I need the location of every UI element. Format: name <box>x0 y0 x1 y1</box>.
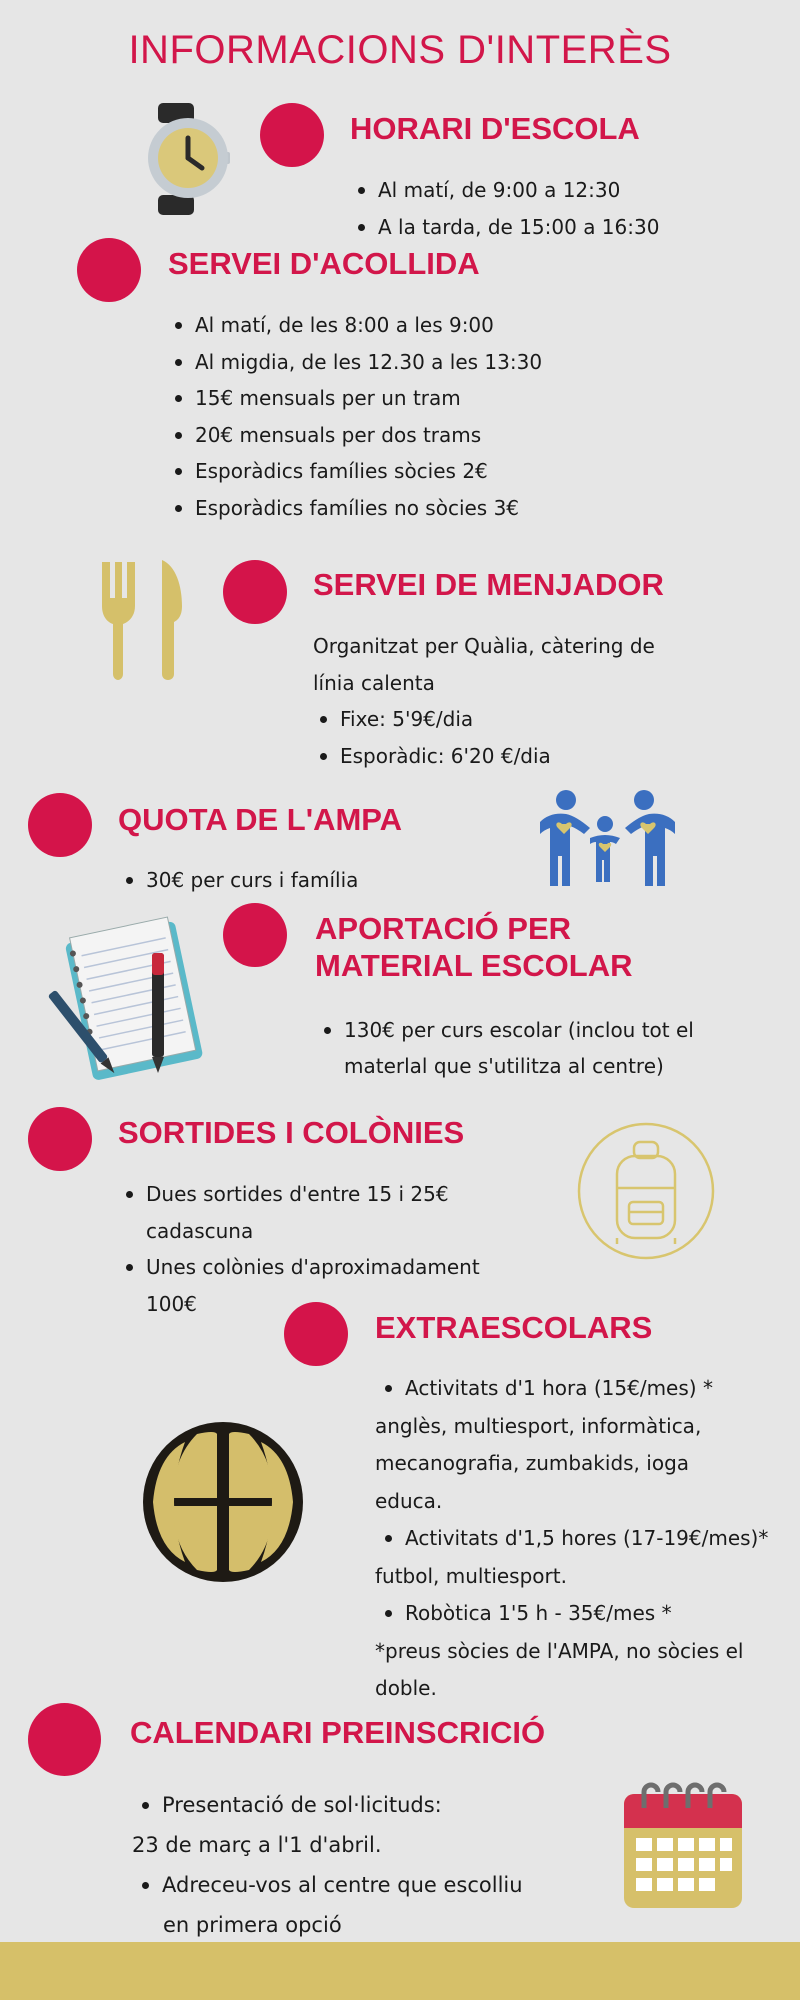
list-item: Fixe: 5'9€/dia <box>318 701 551 738</box>
extraescolars-line: Activitats d'1,5 hores (17-19€/mes)* <box>375 1520 768 1558</box>
list-item <box>124 1176 480 1249</box>
watch-icon <box>140 100 230 220</box>
list-item: Esporàdics famílies no sòcies 3€ <box>173 490 542 527</box>
horari-heading: HORARI D'ESCOLA <box>350 111 640 146</box>
sortides-item-line: Dues sortides d'entre 15 i 25€ <box>146 1182 449 1206</box>
section-marker <box>77 238 141 302</box>
calendari-line: 23 de març a l'1 d'abril. <box>132 1833 382 1857</box>
sortides-heading: SORTIDES I COLÒNIES <box>118 1115 465 1150</box>
horari-list <box>356 172 659 245</box>
calendari-line: en primera opció <box>163 1913 342 1937</box>
footer-band <box>0 1942 800 2000</box>
basketball-icon <box>141 1420 305 1584</box>
list-item: A la tarda, de 15:00 a 16:30 <box>356 209 659 246</box>
extraescolars-line: doble. <box>375 1676 437 1700</box>
calendari-line: Presentació de sol·licituds: <box>132 1785 523 1825</box>
page-title: INFORMACIONS D'INTERÈS <box>128 28 672 72</box>
extraescolars-line: educa. <box>375 1488 443 1513</box>
section-marker <box>223 903 287 967</box>
cutlery-icon <box>100 558 185 680</box>
section-marker <box>28 793 92 857</box>
sortides-list <box>124 1176 480 1322</box>
extraescolars-line: anglès, multiesport, informàtica, <box>375 1413 702 1438</box>
extraescolars-line: futbol, multiesport. <box>375 1563 567 1588</box>
section-marker <box>284 1302 348 1366</box>
list-item: 20€ mensuals per dos trams <box>173 417 542 454</box>
sortides-item-line: 100€ <box>146 1291 197 1316</box>
material-heading <box>315 910 632 984</box>
extraescolars-heading: EXTRAESCOLARS <box>375 1310 653 1345</box>
section-marker <box>260 103 324 167</box>
material-heading-line: APORTACIÓ PER <box>315 911 572 946</box>
calendari-heading: CALENDARI PREINSCRICIÓ <box>130 1715 546 1750</box>
calendari-text <box>132 1785 523 1945</box>
list-item: 15€ mensuals per un tram <box>173 380 542 417</box>
list-item <box>322 1012 694 1084</box>
acollida-list <box>173 307 542 526</box>
section-marker <box>28 1703 101 1776</box>
menjador-intro-line: línia calenta <box>313 670 435 695</box>
list-item: Esporàdics famílies sòcies 2€ <box>173 453 542 490</box>
extraescolars-line: *preus sòcies de l'AMPA, no sòcies el <box>375 1638 744 1663</box>
ampa-list <box>124 862 358 899</box>
list-item: 30€ per curs i família <box>124 862 358 899</box>
sortides-item-line: Unes colònies d'aproximadament <box>146 1255 480 1279</box>
menjador-heading: SERVEI DE MENJADOR <box>313 567 664 602</box>
material-item-line: 130€ per curs escolar (inclou tot el <box>344 1018 694 1042</box>
list-item: Al matí, de les 8:00 a les 9:00 <box>173 307 542 344</box>
material-list <box>322 1012 694 1084</box>
backpack-icon <box>577 1122 715 1260</box>
extraescolars-line: Activitats d'1 hora (15€/mes) * <box>375 1370 768 1408</box>
extraescolars-line: mecanografia, zumbakids, ioga <box>375 1451 690 1475</box>
section-marker <box>223 560 287 624</box>
material-item-line: materlal que s'utilitza al centre) <box>344 1054 664 1078</box>
sortides-item-line: cadascuna <box>146 1218 254 1243</box>
list-item: Al migdia, de les 12.30 a les 13:30 <box>173 344 542 381</box>
ampa-heading: QUOTA DE L'AMPA <box>118 802 403 837</box>
extraescolars-text <box>375 1370 768 1708</box>
material-heading-line: MATERIAL ESCOLAR <box>315 948 633 983</box>
notebook-pen-icon <box>48 915 208 1085</box>
extraescolars-line: Robòtica 1'5 h - 35€/mes * <box>375 1595 768 1633</box>
family-icon <box>540 788 675 888</box>
acollida-heading: SERVEI D'ACOLLIDA <box>168 246 480 281</box>
list-item: Al matí, de 9:00 a 12:30 <box>356 172 659 209</box>
section-marker <box>28 1107 92 1171</box>
calendar-icon <box>622 1778 744 1910</box>
menjador-intro-line: Organitzat per Quàlia, càtering de <box>313 634 655 658</box>
menjador-list <box>318 701 551 774</box>
menjador-intro <box>313 628 655 701</box>
list-item: Esporàdic: 6'20 €/dia <box>318 738 551 775</box>
calendari-line: Adreceu-vos al centre que escolliu <box>132 1865 523 1905</box>
